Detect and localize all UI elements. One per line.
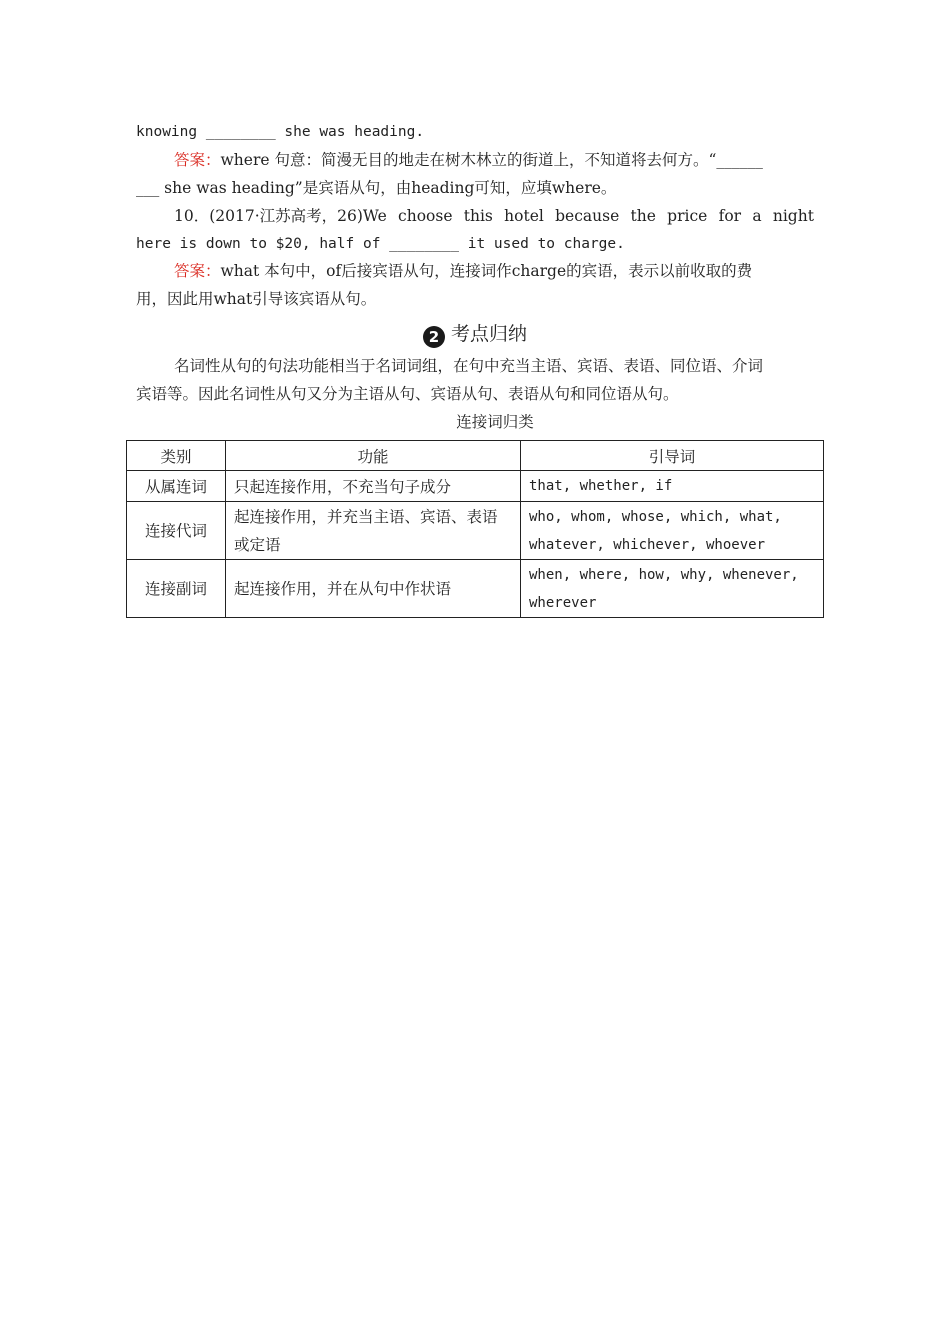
header-category: 类别	[127, 441, 226, 471]
cell-function: 只起连接作用，不充当句子成分	[226, 471, 521, 502]
table-row	[127, 471, 824, 502]
answer-text: where 句意：简漫无目的地走在树木林立的街道上，不知道将去何方。“______	[220, 151, 763, 169]
q10-word: a	[752, 207, 762, 225]
table-row	[127, 560, 824, 618]
conjunction-table	[126, 440, 824, 618]
section-title: 考点归纳	[450, 323, 527, 345]
cell-function: 起连接作用，并充当主语、宾语、表语或定语	[226, 502, 521, 560]
text-line-7: 用，因此用what引导该宾语从句。	[136, 290, 377, 308]
text-line-3: ___ she was heading”是宾语从句，由heading可知，应填where。	[136, 179, 617, 197]
text-line-1: knowing ________ she was heading.	[136, 124, 425, 140]
q10-word: because	[555, 207, 620, 225]
q10-word: hotel	[504, 207, 544, 225]
table-row	[127, 502, 824, 560]
text-line-5: here is down to $20, half of ________ it used to charge.	[136, 236, 625, 252]
q10-word: this	[463, 207, 493, 225]
cell-category: 连接副词	[127, 560, 226, 618]
section-heading	[0, 318, 950, 350]
q10-word: the	[630, 207, 656, 225]
header-words: 引导词	[521, 441, 824, 471]
q10-word: night	[772, 207, 814, 225]
header-function: 功能	[226, 441, 521, 471]
answer-label: 答案：	[174, 262, 221, 280]
answer-line-10	[174, 257, 816, 285]
table-caption: 连接词归类	[456, 413, 534, 431]
q10-word: price	[667, 207, 708, 225]
cell-words: that, whether, if	[521, 471, 824, 502]
cell-category: 连接代词	[127, 502, 226, 560]
cell-category: 从属连词	[127, 471, 226, 502]
paragraph-line-1: 名词性从句的句法功能相当于名词词组，在句中充当主语、宾语、表语、同位语、介词	[174, 357, 764, 375]
table-header-row	[127, 441, 824, 471]
cell-function: 起连接作用，并在从句中作状语	[226, 560, 521, 618]
q10-word: 10．(2017·江苏高考，26)We	[174, 207, 387, 225]
answer-line-9	[174, 146, 816, 174]
question-10-line	[174, 202, 814, 230]
answer-text: what 本句中，of后接宾语从句，连接词作charge的宾语，表示以前收取的费	[220, 262, 753, 280]
q10-word: choose	[398, 207, 453, 225]
paragraph-line-2: 宾语等。因此名词性从句又分为主语从句、宾语从句、表语从句和同位语从句。	[136, 385, 679, 403]
section-number-badge: 2	[423, 326, 445, 348]
cell-words: who, whom, whose, which, what, whatever, whichever, whoever	[521, 502, 824, 560]
answer-label: 答案：	[174, 151, 221, 169]
cell-words: when, where, how, why, whenever, wherever	[521, 560, 824, 618]
q10-word: for	[718, 207, 742, 225]
